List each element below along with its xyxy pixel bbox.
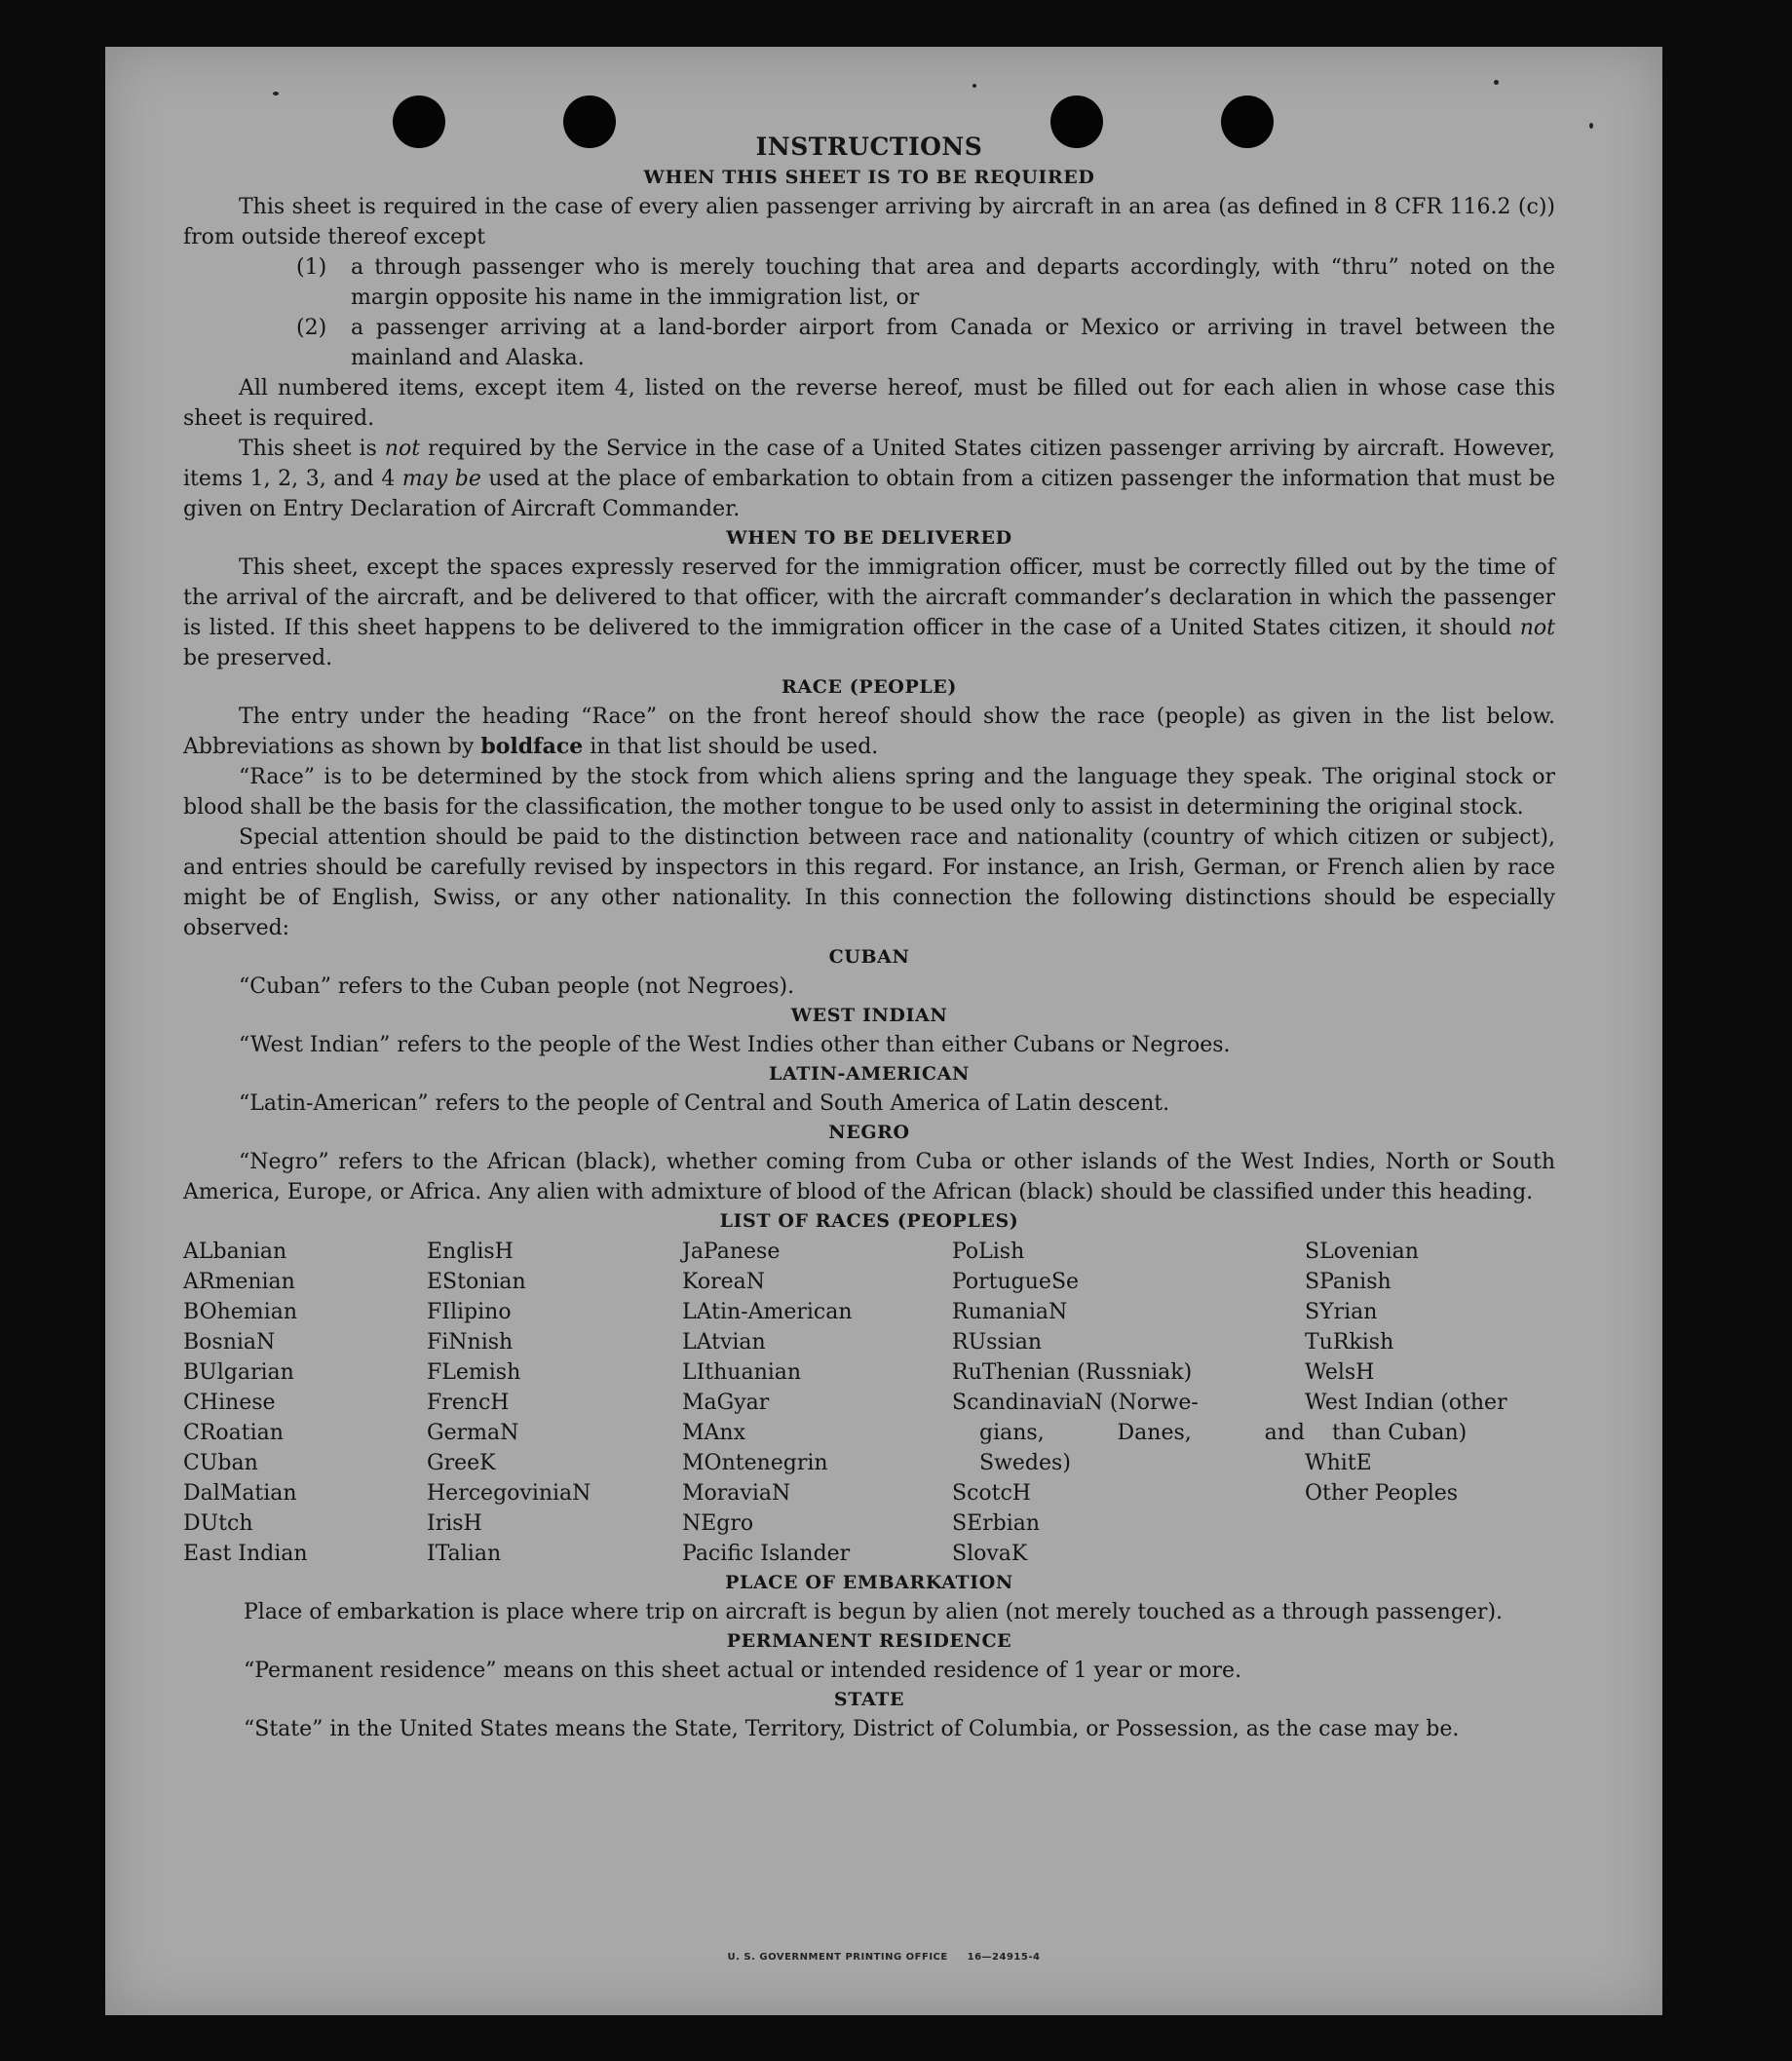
- race-item: MoraviaN: [682, 1481, 791, 1506]
- emphasis-may-be: may be: [401, 467, 481, 491]
- page-title: INSTRUCTIONS: [755, 133, 983, 161]
- race-item: LIthuanian: [682, 1360, 802, 1385]
- race-item-continued: Swedes): [979, 1451, 1071, 1475]
- race-column: [1305, 1237, 1555, 1569]
- race-item: SPanish: [1305, 1270, 1392, 1294]
- speck: [273, 92, 279, 95]
- paragraph-race-stock: “Race” is to be determined by the stock from which aliens spring and the language they speak. The original stock or blood shall be the basis for the classification, the mother tongue to be used only to assist in determining the original stock.: [183, 765, 1555, 820]
- race-item: SlovaK: [952, 1542, 1028, 1566]
- text-run: The entry under the heading “Race” on the front hereof should show the race (people) as given in the list below. Abbreviations as shown by: [183, 705, 1555, 759]
- exception-item: [296, 252, 1555, 313]
- section-heading-race: RACE (PEOPLE): [782, 676, 957, 698]
- race-item: EnglisH: [427, 1240, 514, 1264]
- race-item: LAtvian: [682, 1330, 766, 1355]
- paragraph-delivery: [183, 553, 1555, 673]
- definition-embarkation: Place of embarkation is place where trip on aircraft is begun by alien (not merely touched as a through passenger).: [244, 1600, 1504, 1624]
- section-heading-when-delivered: WHEN TO BE DELIVERED: [726, 527, 1012, 549]
- race-item: RUssian: [952, 1330, 1043, 1355]
- definition-cuban: “Cuban” refers to the Cuban people (not Negroes).: [239, 974, 795, 999]
- race-item: MAnx: [682, 1421, 745, 1445]
- race-item: FrencH: [427, 1391, 510, 1415]
- race-item: DalMatian: [183, 1481, 297, 1506]
- definition-state: “State” in the United States means the State, Territory, District of Columbia, or Possession, as the case may be.: [244, 1717, 1460, 1741]
- race-item: PortugueSe: [952, 1270, 1080, 1294]
- race-column: [682, 1237, 952, 1569]
- race-item: WelsH: [1305, 1360, 1375, 1385]
- race-item: NEgro: [682, 1511, 754, 1536]
- race-item: MOntenegrin: [682, 1451, 828, 1475]
- race-item: FLemish: [427, 1360, 521, 1385]
- race-item-continued: gians, Danes, and: [979, 1421, 1305, 1445]
- document-sheet: [105, 47, 1662, 2015]
- paragraph-required-intro: This sheet is required in the case of every alien passenger arriving by aircraft in an area (as defined in 8 CFR 116.2 (c)) from outside thereof except: [183, 195, 1555, 249]
- race-item: LAtin-American: [682, 1300, 853, 1324]
- text-run: used at the place of embarkation to obtain from a citizen passenger the information that must be given on Entry Declaration of Aircraft Commander.: [183, 467, 1555, 521]
- section-heading-cuban: CUBAN: [828, 946, 910, 968]
- exception-number: (2): [296, 316, 327, 340]
- race-column: [427, 1237, 682, 1569]
- emphasis-boldface: boldface: [480, 734, 584, 759]
- race-item: TuRkish: [1305, 1330, 1394, 1355]
- section-heading-west-indian: WEST INDIAN: [790, 1005, 948, 1026]
- section-heading-state: STATE: [833, 1689, 905, 1710]
- race-item: ITalian: [427, 1542, 502, 1566]
- definition-negro: “Negro” refers to the African (black), whether coming from Cuba or other islands of the West Indies, North or South America, Europe, or Africa. Any alien with admixture of blood of the African (black) should be classified under this heading.: [183, 1150, 1555, 1204]
- race-item: ScotcH: [952, 1481, 1031, 1506]
- race-item: CRoatian: [183, 1421, 284, 1445]
- race-item: Other Peoples: [1305, 1481, 1459, 1506]
- paragraph-citizen: [183, 434, 1555, 524]
- text-run: This sheet, except the spaces expressly reserved for the immigration officer, must be correctly filled out by the time of the arrival of the aircraft, and be delivered to that officer, with the aircraft commander’s declaration in which the passenger is listed. If this sheet happens to be delivered to the immigration officer in the case of a United States citizen, it should: [183, 555, 1555, 640]
- section-heading-embarkation: PLACE OF EMBARKATION: [725, 1572, 1013, 1593]
- printer-imprint: U. S. GOVERNMENT PRINTING OFFICE 16—24915-4: [727, 1952, 1041, 1963]
- race-item: GreeK: [427, 1451, 496, 1475]
- definition-latin-american: “Latin-American” refers to the people of Central and South America of Latin descent.: [239, 1091, 1170, 1116]
- race-item: GermaN: [427, 1421, 519, 1445]
- race-item: BUlgarian: [183, 1360, 294, 1385]
- race-column: [183, 1237, 427, 1569]
- race-item: ALbanian: [183, 1240, 287, 1264]
- exception-item: [296, 313, 1555, 373]
- race-item: East Indian: [183, 1542, 308, 1566]
- race-item: RuThenian (Russniak): [952, 1360, 1193, 1385]
- race-item: Pacific Islander: [682, 1542, 851, 1566]
- text-run: in that list should be used.: [583, 735, 879, 759]
- race-item: CHinese: [183, 1391, 276, 1415]
- section-heading-residence: PERMANENT RESIDENCE: [726, 1630, 1012, 1652]
- race-item: EStonian: [427, 1270, 526, 1294]
- race-item: ScandinaviaN (Norwe-: [952, 1391, 1199, 1415]
- race-item: PoLish: [952, 1240, 1025, 1264]
- instructions-content: [183, 131, 1555, 1744]
- race-item: FiNnish: [427, 1330, 514, 1355]
- race-item: SErbian: [952, 1511, 1041, 1536]
- race-item: RumaniaN: [952, 1300, 1068, 1324]
- speck: [1494, 80, 1499, 85]
- text-run: required by the Service in the case of a United States citizen passenger arriving by aircraft. However, items 1, 2, 3, and 4: [183, 437, 1555, 491]
- paragraph-items-note: All numbered items, except item 4, listed on the reverse hereof, must be filled out for each alien in whose case this sheet is required.: [183, 376, 1555, 431]
- race-item: SLovenian: [1305, 1240, 1419, 1264]
- race-item: SYrian: [1305, 1300, 1378, 1324]
- race-item: BOhemian: [183, 1300, 297, 1324]
- race-item: MaGyar: [682, 1391, 770, 1415]
- speck: [972, 84, 976, 88]
- exception-text: a through passenger who is merely touching that area and departs accordingly, with “thru” noted on the margin opposite his name in the immigration list, or: [351, 255, 1555, 310]
- race-list: [183, 1237, 1555, 1569]
- race-item: HercegoviniaN: [427, 1481, 591, 1506]
- race-item: JaPanese: [682, 1240, 781, 1264]
- emphasis-not: not: [1519, 616, 1555, 640]
- race-item: West Indian (other: [1305, 1391, 1507, 1415]
- race-item: ARmenian: [183, 1270, 295, 1294]
- text-run: This sheet is: [239, 437, 385, 461]
- race-item: BosniaN: [183, 1330, 276, 1355]
- race-column: [952, 1237, 1305, 1569]
- section-heading-negro: NEGRO: [828, 1122, 910, 1143]
- paragraph-race-entry: [183, 702, 1555, 762]
- speck: [1589, 123, 1593, 129]
- race-item: CUban: [183, 1451, 258, 1475]
- definition-residence: “Permanent residence” means on this sheet actual or intended residence of 1 year or more.: [244, 1659, 1242, 1683]
- race-item-continued: than Cuban): [1332, 1421, 1468, 1445]
- race-item: IrisH: [427, 1511, 482, 1536]
- section-heading-when-required: WHEN THIS SHEET IS TO BE REQUIRED: [643, 167, 1095, 188]
- race-item: WhitE: [1305, 1451, 1372, 1475]
- section-heading-list-of-races: LIST OF RACES (PEOPLES): [719, 1210, 1019, 1232]
- definition-west-indian: “West Indian” refers to the people of the West Indies other than either Cubans or Negroes.: [239, 1033, 1231, 1057]
- race-item: DUtch: [183, 1511, 253, 1536]
- text-run: be preserved.: [183, 646, 333, 670]
- race-item: KoreaN: [682, 1270, 765, 1294]
- emphasis-not: not: [384, 437, 421, 461]
- race-item: FIlipino: [427, 1300, 512, 1324]
- exception-number: (1): [296, 255, 327, 280]
- section-heading-latin-american: LATIN-AMERICAN: [769, 1063, 970, 1085]
- paragraph-race-nationality: Special attention should be paid to the distinction between race and nationality (country of which citizen or subject), and entries should be carefully revised by inspectors in this regard. For instance, an Irish, German, or French alien by race might be of English, Swiss, or any other nationality. In this connection the following distinctions should be especially observed:: [183, 825, 1555, 940]
- exception-text: a passenger arriving at a land-border airport from Canada or Mexico or arriving in travel between the mainland and Alaska.: [351, 316, 1555, 370]
